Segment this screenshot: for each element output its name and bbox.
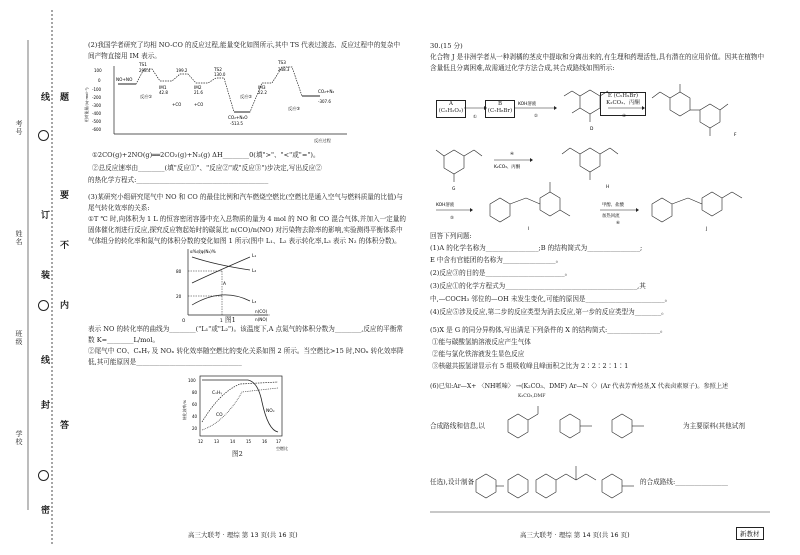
starting-materials xyxy=(500,400,680,446)
y-tick-label: -100 xyxy=(92,87,102,92)
molecule-f xyxy=(652,84,728,136)
y-tick-label: -600 xyxy=(92,127,102,132)
qa-6c: 为主要原料(其他试剂 xyxy=(683,422,745,430)
qa-5: (5)X 是 G 的同分异构体,写出满足下列条件的 X 的结构简式:________________。 xyxy=(430,326,667,334)
energy-level-label: 199.2 xyxy=(176,68,188,73)
fig2-x-tick: 17 xyxy=(276,439,282,444)
qa-3b: 中,—COCH₃ 邻位的—OH 未发生变化,可能的原因是________________________。 xyxy=(430,295,672,303)
line-word: 封 xyxy=(39,400,49,409)
fig2-x-tick: 14 xyxy=(230,439,236,444)
fig1-x-label-num: n(CO) xyxy=(255,309,268,314)
question-3-1: ①T ℃ 时,向体积为 1 L 的恒容密闭容器中充入总物质的量为 4 mol 的 NO 和 CO 混合气体,并加入一定量的固体催化剂进行反应,探究反应物起始时的碳氮比 n(CO)/n(NO) 对污染物去除率的影响,实验测得平衡体系中气体组分的转化率和氮气的体积分数的变化如图 1 所示(图中 L₁、L₂ 表示转化率,L₃ 表示 N₂ 的体积分数)。 xyxy=(88,215,406,245)
molecule-i xyxy=(490,182,570,222)
qa-6e: 的合成路线:________________ xyxy=(640,478,728,486)
target-molecule xyxy=(470,452,660,502)
series-label: CO xyxy=(216,413,223,418)
y-tick-label: -400 xyxy=(92,111,102,116)
fig2-y-tick: 100 xyxy=(188,378,196,383)
line-word: 线 xyxy=(39,355,49,364)
curve-cxhy xyxy=(202,382,278,422)
figure-1-chart xyxy=(168,245,278,327)
question-30-header: 30.(15 分) xyxy=(430,42,463,50)
series-label: CₓHᵧ xyxy=(212,391,222,396)
school-label: 学校 xyxy=(15,430,23,446)
q2-2b: 的热化学方程式:________________________________________ xyxy=(88,176,269,184)
line-label: L₃ xyxy=(252,300,257,305)
energy-level-label: 21.6 xyxy=(194,90,203,95)
energy-level-label: 42.8 xyxy=(159,90,168,95)
question-3-2: ②尾气中 CO、CₓHᵧ 及 NOₓ 转化效率随空燃比的变化关系如图 2 所示。当空燃比>15 时,NOₓ 转化效率降低,其可能原因是________________________________ xyxy=(88,347,404,366)
fig2-x-tick: 16 xyxy=(262,439,268,444)
left-footer: 高三大联考 · 理综 第 13 页(共 16 页) xyxy=(188,531,298,539)
step-number: ⑥ xyxy=(616,221,620,226)
qa-6-known-condition: K₂CO₃,DMF xyxy=(518,394,546,399)
fig2-y-tick: 80 xyxy=(192,390,198,395)
fig1-y-axis-label: α%或φ(N₂)% xyxy=(190,249,216,254)
q2-1: ①2CO(g)+2NO(g)══2CO₂(g)+N₂(g) ΔH________0(填">"、"<"或"=")。 xyxy=(92,151,320,159)
curve-L1 xyxy=(192,257,250,283)
fig2-x-tick: 15 xyxy=(246,439,252,444)
energy-level-label: IM3 xyxy=(258,85,266,90)
qa-6b: 合成路线和信息,以 xyxy=(430,422,485,430)
fig2-y-axis-label: 转化效率/% xyxy=(182,399,187,420)
fig1-y-tick: 20 xyxy=(176,294,182,299)
molecule-g xyxy=(436,150,482,182)
energy-level-label: 22.2 xyxy=(258,90,267,95)
seal-word: 订 xyxy=(39,210,49,219)
reagent-k2co3: K₂CO₃、丙酮 xyxy=(494,165,521,170)
fig1-x-label-den: n(NO) xyxy=(255,317,268,322)
fig1-x-tick: 1 xyxy=(220,318,223,323)
class-label: 班级 xyxy=(15,330,23,346)
exam-no-label: 考号 xyxy=(15,120,23,136)
point-a-label: A xyxy=(223,282,227,287)
energy-level-label: TS3 xyxy=(278,60,286,65)
reagent-methanol: 甲醇、盐酸 xyxy=(602,203,624,208)
question-3-1b: 表示 NO 的转化率的曲线为________("L₁"或"L₂")。该温度下,A 点氮气的体积分数为________,反应的平衡常数 K=________L/mol。 xyxy=(88,325,403,344)
figure-1-caption: 图1 xyxy=(225,316,236,324)
question-2-intro: (2)我国学者研究了均相 NO-CO 的反应过程,能量变化如图所示,其中 TS 代表过渡态、反应过程中的复杂中间产物直接用 IM 表示。 xyxy=(88,41,401,60)
compound-label: F xyxy=(734,133,737,138)
energy-level-label: TS1 xyxy=(139,62,147,67)
seal-word: 装 xyxy=(39,270,49,279)
fig1-y-tick: 80 xyxy=(176,269,182,274)
question-3-intro: (3)某研究小组研究尾气中 NO 和 CO 的最佳比例和汽车燃烧空燃比(空燃比是通入空气与燃料质量的比值)与尾气转化效率的关系: xyxy=(88,193,403,212)
energy-level-label: IM1 xyxy=(159,85,167,90)
compound-label: G xyxy=(452,187,456,192)
compound-label: D xyxy=(590,127,594,132)
qa-4: (4)反应⑤涉及反应,第二步的反应类型为消去反应,第一步的反应类型为________。 xyxy=(430,308,668,316)
seal-word: 不 xyxy=(58,240,68,249)
step-label: 反应② xyxy=(240,94,253,99)
energy-level-label: 248.3 xyxy=(278,67,290,72)
q2-2a: ②总反应速率由________(填"反应①"、"反应②"或"反应③")步决定,写出反应② xyxy=(92,164,322,172)
seal-word: 线 xyxy=(39,92,49,101)
qa-6d: 任选),设计制备 xyxy=(430,478,475,486)
synthesis-route xyxy=(430,84,770,244)
binding-hole xyxy=(38,300,49,311)
line-label: L₂ xyxy=(252,269,257,274)
compound-b-box: B (C₇H₈Br) xyxy=(485,100,515,118)
qa-1: (1)A 的化学名称为________________;B 的结构简式为________________; xyxy=(430,244,643,252)
compound-label: I xyxy=(528,227,530,232)
fig2-y-tick: 60 xyxy=(192,402,198,407)
step-label: 反应③ xyxy=(288,106,301,111)
answer-line xyxy=(430,510,770,514)
step-number: ⑤ xyxy=(450,216,454,221)
molecule-h xyxy=(562,148,618,180)
energy-level-label: CO₂+N₂ xyxy=(318,89,335,94)
qa-5-condition: ②能与氯化铁溶液发生显色反应 xyxy=(432,350,525,358)
step-number: ③ xyxy=(622,114,626,119)
qa-1b: E 中含有官能团的名称为________________。 xyxy=(430,256,563,264)
figure-2-chart xyxy=(180,372,300,452)
energy-level-label: CO₂+N₂O xyxy=(228,115,248,120)
x-axis-label: 反应过程 xyxy=(314,138,331,143)
compound-a-box: A (C₂H₂O₂) xyxy=(436,100,466,118)
binding-lines xyxy=(0,0,66,555)
y-tick-label: 100 xyxy=(94,68,102,73)
binding-strip xyxy=(0,0,66,555)
plus-co-label: +CO xyxy=(194,102,204,107)
seal-word: 答 xyxy=(58,420,68,429)
curve-L3 xyxy=(192,295,250,305)
step-number: ④ xyxy=(510,152,514,157)
seal-word: 题 xyxy=(58,92,68,101)
y-tick-label: -500 xyxy=(92,119,102,124)
fig2-y-tick: 40 xyxy=(192,414,198,419)
energy-level-label: 298.4 xyxy=(139,68,151,73)
fig2-y-tick: 20 xyxy=(192,426,198,431)
fig1-x-tick: O xyxy=(182,318,186,323)
reagent-koh-2: KOH溶液 xyxy=(436,203,455,208)
line-label: L₁ xyxy=(252,254,257,259)
question-30-intro: 化合物 J 是非洲学者从一种剥橘的茎皮中提取和分离出来的,有生理和药理活性,具有潜在的应用价值。因其在植物中含量低且分离困难,故需通过化学方法合成,其合成路线如图所示: xyxy=(430,53,765,72)
fig2-x-tick: 13 xyxy=(214,439,220,444)
qa-2: (2)反应③的目的是________________________。 xyxy=(430,269,572,277)
right-footer: 高三大联考 · 理综 第 14 页(共 16 页) xyxy=(520,531,630,539)
reagent-koh: KOH溶液 xyxy=(518,102,537,107)
seal-word: 要 xyxy=(58,190,68,199)
molecule-d xyxy=(564,90,608,122)
new-textbook-badge: 新教材 xyxy=(736,527,764,540)
y-tick-label: -200 xyxy=(92,95,102,100)
energy-level-label: 130.0 xyxy=(214,72,226,77)
energy-level-label: -307.6 xyxy=(318,99,331,104)
binding-hole xyxy=(38,470,49,481)
qa-5-condition: ③核磁共振氢谱显示有 5 组吸收峰且峰面积之比为 2∶2∶2∶1∶1 xyxy=(432,362,629,370)
line-word: 密 xyxy=(39,505,49,514)
answer-lead: 回答下列问题: xyxy=(430,232,472,240)
binding-hole xyxy=(38,130,49,141)
seal-word: 内 xyxy=(58,300,68,309)
name-label: 姓名 xyxy=(15,230,23,246)
energy-level-label: -513.5 xyxy=(230,121,243,126)
compound-label: H xyxy=(606,185,610,190)
energy-level-label: IM2 xyxy=(194,85,202,90)
energy-level-label: NO+NO xyxy=(116,77,133,82)
fig2-x-axis-label: 空燃比 xyxy=(276,446,288,451)
qa-3: (3)反应①的化学方程式为________________________________________,其 xyxy=(430,282,646,290)
y-tick-label: -300 xyxy=(92,103,102,108)
plus-co-label: +CO xyxy=(172,102,182,107)
reagent-reflux: 加热回流 xyxy=(602,214,620,219)
step-label: 反应① xyxy=(140,94,153,99)
step-number: ② xyxy=(534,114,538,119)
y-axis-label: 相对能量/(kJ·mol⁻¹) xyxy=(84,87,89,122)
molecule-j xyxy=(652,192,742,222)
step-number: ① xyxy=(473,115,477,120)
figure-2-caption: 图2 xyxy=(232,450,243,458)
series-label: NOₓ xyxy=(266,409,275,414)
fig2-x-tick: 12 xyxy=(198,439,204,444)
energy-diagram xyxy=(84,60,352,144)
reagent-e-box: E (C₅H₉Br) K₂CO₃、丙酮 xyxy=(600,92,646,116)
curve-L2 xyxy=(192,257,250,270)
qa-6: (6)已知:Ar—X+ 〈NH哌嗪〉 →(K₂CO₃、DMF) Ar—N〈〉(Ar 代表芳香烃基,X 代表卤素原子)。参照上述 xyxy=(430,383,729,390)
compound-label: J xyxy=(706,227,708,232)
energy-level-label: TS2 xyxy=(214,67,222,72)
y-tick-label: 0 xyxy=(98,78,101,83)
qa-5-condition: ①能与碳酸氢钠溶液反应产生气体 xyxy=(432,338,531,346)
